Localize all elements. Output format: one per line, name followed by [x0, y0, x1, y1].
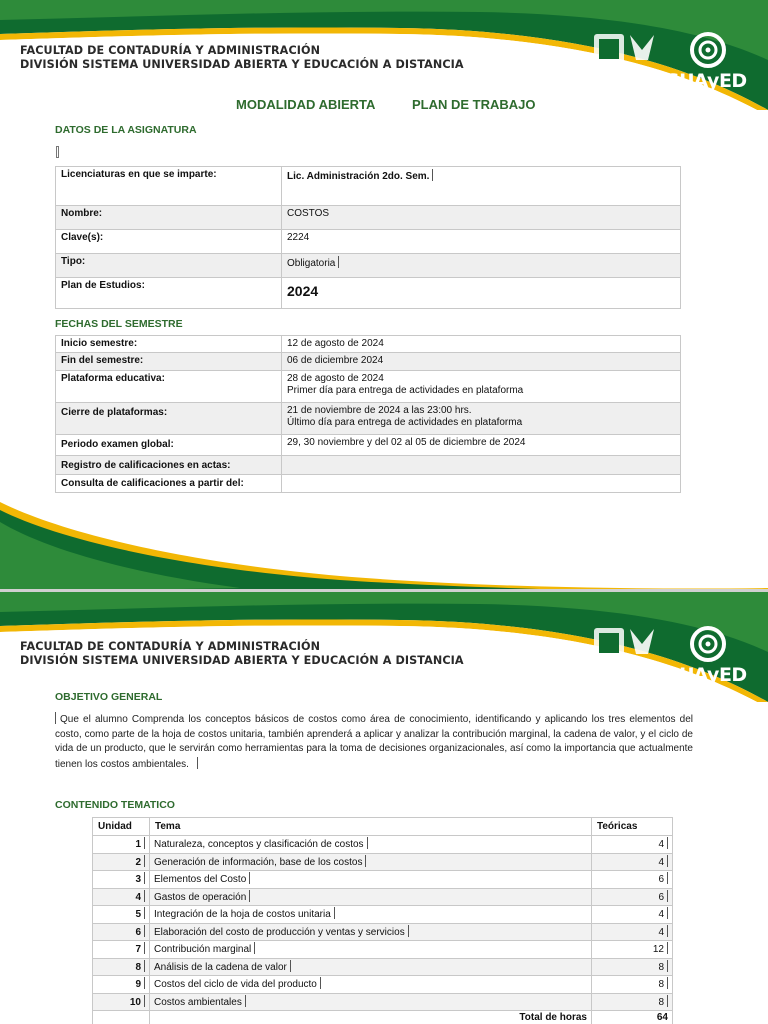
unidad-number: 2: [135, 856, 141, 868]
section-contenido-title: CONTENIDO TEMATICO: [55, 799, 175, 811]
teoricas-cell: [592, 853, 673, 871]
modality-title: MODALIDAD ABIERTA: [236, 97, 376, 112]
tema-cell: [150, 906, 592, 924]
teoricas-cell: [592, 993, 673, 1011]
asignatura-key: Plan de Estudios:: [56, 278, 282, 309]
text-cursor: [667, 837, 668, 849]
fechas-note: Primer día para entrega de actividades en plataforma: [287, 385, 524, 396]
text-cursor: [144, 890, 145, 902]
unidad-number: 8: [135, 961, 141, 973]
unidad-number: 6: [135, 926, 141, 938]
unidad-cell: [93, 906, 150, 924]
table-row: [93, 906, 673, 924]
text-cursor: [144, 925, 145, 937]
text-cursor: [667, 960, 668, 972]
tema-cell: [150, 888, 592, 906]
teoricas-value: 4: [658, 839, 664, 850]
suayed-logo-text: SUAyED: [666, 70, 747, 92]
fechas-value: 21 de noviembre de 2024 a las 23:00 hrs.: [287, 405, 472, 416]
tema-text: Costos ambientales: [154, 996, 242, 1008]
fechas-value: 06 de diciembre 2024: [282, 353, 681, 371]
fechas-value-cell: [282, 403, 681, 435]
unidad-cell: [93, 871, 150, 889]
text-cursor: [320, 977, 321, 989]
fechas-row: [56, 336, 681, 353]
teoricas-value: 6: [658, 891, 664, 903]
asignatura-row: [56, 278, 681, 309]
text-cursor: [667, 925, 668, 937]
tema-cell: [150, 853, 592, 871]
text-cursor: [144, 855, 145, 867]
table-row: [93, 871, 673, 889]
tema-text: Gastos de operación: [154, 891, 247, 903]
table-row: [93, 976, 673, 994]
tema-cell: [150, 958, 592, 976]
unidad-number: 10: [129, 996, 141, 1008]
objetivo-text: Que el alumno Comprenda los conceptos básicos de costos como área de conocimiento, identificando y aplicando los tres elementos del costo, como parte de la hoja de costos unitaria, también aprenderá a aplicar y analizar la contribución marginal, la cadena de valor, y el ciclo de vida de un producto, que le servirán como herramientas para la toma de decisiones organizacionales, así como la importancia que actualmente tienen los costos ambientales.: [55, 714, 693, 770]
text-cursor: [144, 995, 145, 1007]
section-fechas-title: FECHAS DEL SEMESTRE: [55, 318, 183, 330]
unidad-cell: [93, 958, 150, 976]
teoricas-value: 4: [658, 909, 664, 920]
asignatura-value-cell: [282, 167, 681, 206]
asignatura-key: Nombre:: [56, 206, 282, 230]
unidad-number: 4: [135, 891, 141, 903]
tema-text: Contribución marginal: [154, 944, 252, 955]
faculty-line-2: DIVISIÓN SISTEMA UNIVERSIDAD ABIERTA Y EDUCACIÓN A DISTANCIA: [20, 58, 464, 71]
teoricas-cell: [592, 958, 673, 976]
fechas-row: [56, 371, 681, 403]
column-header-unidad: Unidad: [93, 818, 150, 836]
teoricas-value: 4: [658, 856, 664, 868]
fechas-key: Registro de calificaciones en actas:: [56, 456, 282, 475]
unidad-cell: [93, 976, 150, 994]
section-objetivo-title: OBJETIVO GENERAL: [55, 691, 163, 703]
faculty-line-2: DIVISIÓN SISTEMA UNIVERSIDAD ABIERTA Y EDUCACIÓN A DISTANCIA: [20, 654, 464, 667]
tema-text: Elaboración del costo de producción y ventas y servicios: [154, 926, 405, 938]
fechas-table: [55, 335, 681, 493]
plan-title: PLAN DE TRABAJO: [412, 97, 536, 112]
text-cursor: [367, 837, 368, 849]
teoricas-cell: [592, 888, 673, 906]
asignatura-row: [56, 230, 681, 254]
asignatura-row: [56, 206, 681, 230]
unidad-number: 1: [135, 839, 141, 850]
asignatura-value: 2224: [282, 230, 681, 254]
asignatura-row: [56, 167, 681, 206]
text-cursor: [667, 977, 668, 989]
teoricas-value: 4: [658, 926, 664, 938]
text-cursor: [144, 872, 145, 884]
text-cursor: [667, 855, 668, 867]
tema-text: Generación de información, base de los costos: [154, 856, 363, 868]
asignatura-key: Clave(s):: [56, 230, 282, 254]
table-row: [93, 993, 673, 1011]
table-row: [93, 888, 673, 906]
table-row: [93, 836, 673, 854]
fechas-value: 29, 30 noviembre y del 02 al 05 de diciembre de 2024: [282, 435, 681, 456]
text-cursor: [667, 890, 668, 902]
faculty-heading: [20, 640, 464, 668]
faculty-heading: [20, 44, 464, 72]
text-cursor: [144, 977, 145, 989]
total-value: 64: [592, 1011, 673, 1024]
text-cursor: [245, 995, 246, 1007]
tema-cell: [150, 923, 592, 941]
total-row: [93, 1011, 673, 1024]
teoricas-value: 12: [652, 944, 664, 955]
unidad-cell: [93, 836, 150, 854]
footer-swoosh: [0, 502, 768, 592]
fechas-row: [56, 403, 681, 435]
tema-cell: [150, 993, 592, 1011]
text-cursor: [365, 855, 366, 867]
tema-text: Costos del ciclo de vida del producto: [154, 979, 317, 990]
fechas-row: [56, 353, 681, 371]
text-cursor: [667, 995, 668, 1007]
teoricas-cell: [592, 976, 673, 994]
fechas-key: Fin del semestre:: [56, 353, 282, 371]
teoricas-value: 8: [658, 979, 664, 990]
total-empty-cell: [93, 1011, 150, 1024]
fechas-value: [282, 475, 681, 493]
tema-cell: [150, 941, 592, 959]
total-label: Total de horas: [150, 1011, 592, 1024]
text-cursor: [249, 890, 250, 902]
table-row: [93, 941, 673, 959]
unidad-number: 3: [135, 874, 141, 885]
teoricas-value: 8: [658, 961, 664, 973]
asignatura-row: [56, 254, 681, 278]
fechas-key: Plataforma educativa:: [56, 371, 282, 403]
unidad-cell: [93, 993, 150, 1011]
unidad-number: 7: [135, 944, 141, 955]
tema-text: Integración de la hoja de costos unitaria: [154, 909, 331, 920]
asignatura-value: Obligatoria: [287, 258, 336, 269]
fechas-key: Consulta de calificaciones a partir del:: [56, 475, 282, 493]
asignatura-value: 2024: [282, 278, 681, 309]
column-header-teoricas: Teóricas: [592, 818, 673, 836]
text-cursor: [144, 907, 145, 919]
fechas-row: [56, 475, 681, 493]
fechas-note: Último día para entrega de actividades en plataforma: [287, 417, 523, 428]
teoricas-value: 6: [658, 874, 664, 885]
faculty-line-1: FACULTAD DE CONTADURÍA Y ADMINISTRACIÓN: [20, 44, 321, 57]
suayed-logo-text: SUAyED: [666, 664, 747, 686]
fechas-key: Periodo examen global:: [56, 435, 282, 456]
asignatura-value-cell: [282, 254, 681, 278]
fechas-value: 12 de agosto de 2024: [282, 336, 681, 353]
text-cursor: [667, 872, 668, 884]
asignatura-value: Lic. Administración 2do. Sem.: [287, 171, 430, 182]
tema-text: Elementos del Costo: [154, 874, 247, 885]
text-cursor: [338, 256, 339, 268]
text-cursor: [144, 960, 145, 972]
unidad-cell: [93, 853, 150, 871]
contenido-header-row: [93, 818, 673, 836]
text-cursor: [408, 925, 409, 937]
asignatura-table: [55, 166, 681, 309]
unidad-cell: [93, 923, 150, 941]
fechas-key: Inicio semestre:: [56, 336, 282, 353]
contenido-table: [92, 817, 673, 1024]
fechas-key: Cierre de plataformas:: [56, 403, 282, 435]
tema-text: Análisis de la cadena de valor: [154, 961, 287, 973]
text-cursor: [667, 942, 668, 954]
table-row: [93, 923, 673, 941]
text-cursor: [290, 960, 291, 972]
fechas-value-cell: [282, 371, 681, 403]
unidad-number: 9: [135, 979, 141, 990]
unidad-number: 5: [135, 909, 141, 920]
fechas-row: [56, 456, 681, 475]
teoricas-cell: [592, 836, 673, 854]
fechas-row: [56, 435, 681, 456]
unidad-cell: [93, 888, 150, 906]
section-asignatura-title: DATOS DE LA ASIGNATURA: [55, 124, 197, 136]
text-cursor: [249, 872, 250, 884]
text-cursor: [432, 169, 433, 181]
text-cursor: [55, 712, 56, 724]
text-cursor-marker: [56, 146, 59, 158]
teoricas-cell: [592, 871, 673, 889]
text-cursor: [667, 907, 668, 919]
text-cursor: [254, 942, 255, 954]
tema-cell: [150, 976, 592, 994]
text-cursor: [197, 757, 198, 769]
table-row: [93, 958, 673, 976]
column-header-tema: Tema: [150, 818, 592, 836]
asignatura-value: COSTOS: [282, 206, 681, 230]
asignatura-key: Licenciaturas en que se imparte:: [56, 167, 282, 206]
teoricas-cell: [592, 941, 673, 959]
teoricas-cell: [592, 906, 673, 924]
text-cursor: [144, 942, 145, 954]
tema-cell: [150, 836, 592, 854]
text-cursor: [334, 907, 335, 919]
objetivo-paragraph: [55, 712, 693, 772]
text-cursor: [144, 837, 145, 849]
fechas-value: 28 de agosto de 2024: [287, 373, 384, 384]
tema-cell: [150, 871, 592, 889]
teoricas-value: 8: [658, 996, 664, 1008]
tema-text: Naturaleza, conceptos y clasificación de costos: [154, 839, 364, 850]
asignatura-key: Tipo:: [56, 254, 282, 278]
teoricas-cell: [592, 923, 673, 941]
table-row: [93, 853, 673, 871]
fechas-value: [282, 456, 681, 475]
unidad-cell: [93, 941, 150, 959]
faculty-line-1: FACULTAD DE CONTADURÍA Y ADMINISTRACIÓN: [20, 640, 321, 653]
